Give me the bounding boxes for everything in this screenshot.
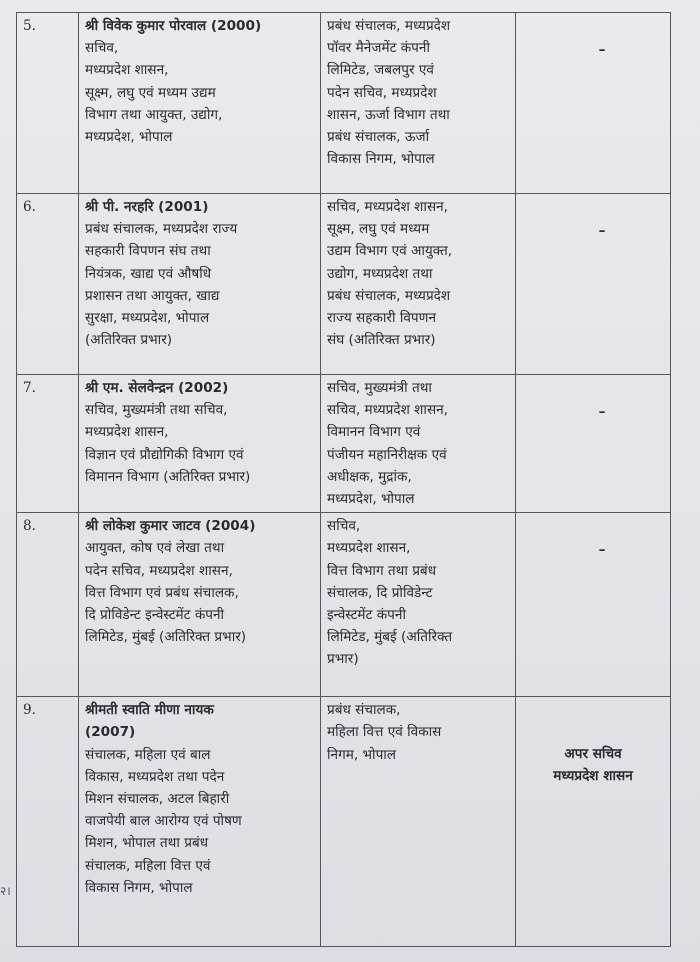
new-posting-cell bbox=[321, 375, 516, 513]
current-posting-line: पदेन सचिव, मध्यप्रदेश शासन, bbox=[85, 562, 233, 579]
new-posting-line: उद्यम विभाग एवं आयुक्त, bbox=[327, 243, 453, 260]
remark-cell bbox=[516, 697, 671, 947]
new-posting-line: सचिव, bbox=[327, 518, 361, 535]
officer-name: श्री पी. नरहरि (2001) bbox=[85, 199, 209, 215]
current-posting-line: सहकारी विपणन संघ तथा bbox=[85, 243, 211, 260]
new-posting-line: प्रबंध संचालक, ऊर्जा bbox=[327, 129, 430, 146]
remark-line: मध्यप्रदेश शासन bbox=[553, 768, 633, 785]
current-posting-line: आयुक्त, कोष एवं लेखा तथा bbox=[85, 540, 225, 557]
new-posting-line: संघ (अतिरिक्त प्रभार) bbox=[327, 332, 436, 349]
current-posting-line: संचालक, महिला वित्त एवं bbox=[85, 857, 211, 874]
current-posting-cell bbox=[79, 513, 321, 697]
current-posting-line: सचिव, मुख्यमंत्री तथा सचिव, bbox=[85, 402, 228, 419]
current-posting-cell bbox=[79, 194, 321, 375]
current-posting-line: मध्यप्रदेश शासन, bbox=[85, 424, 169, 441]
new-posting-line: इन्वेस्टमेंट कंपनी bbox=[327, 607, 406, 624]
current-posting-cell bbox=[79, 13, 321, 194]
officer-name: श्री लोकेश कुमार जाटव (2004) bbox=[85, 518, 256, 535]
new-posting-line: मध्यप्रदेश शासन, bbox=[327, 540, 411, 557]
current-posting-line: वित्त विभाग एवं प्रबंध संचालक, bbox=[85, 584, 239, 601]
remark-dash: – bbox=[598, 542, 606, 559]
current-posting-line: विकास, मध्यप्रदेश तथा पदेन bbox=[85, 768, 225, 785]
transfer-table bbox=[16, 12, 671, 947]
remark-cell bbox=[516, 513, 671, 697]
serial-number: 5. bbox=[17, 13, 79, 194]
new-posting-cell bbox=[321, 194, 516, 375]
new-posting-line: राज्य सहकारी विपणन bbox=[327, 310, 437, 327]
new-posting-line: सचिव, मध्यप्रदेश शासन, bbox=[327, 402, 449, 419]
new-posting-line: पॉवर मैनेजमेंट कंपनी bbox=[327, 40, 430, 57]
new-posting-line: सूक्ष्म, लघु एवं मध्यम bbox=[327, 221, 430, 238]
current-posting-line: विज्ञान एवं प्रौद्योगिकी विभाग एवं bbox=[85, 446, 244, 463]
current-posting-line: विमानन विभाग (अतिरिक्त प्रभार) bbox=[85, 468, 251, 485]
remark-cell bbox=[516, 13, 671, 194]
current-posting-line: विभाग तथा आयुक्त, उद्योग, bbox=[85, 106, 223, 123]
new-posting-line: अधीक्षक, मुद्रांक, bbox=[327, 468, 412, 485]
new-posting-line: वित्त विभाग तथा प्रबंध bbox=[327, 562, 437, 579]
serial-number: 7. bbox=[17, 375, 79, 513]
remark-dash: – bbox=[598, 223, 606, 239]
remark-text bbox=[522, 699, 664, 787]
remark-cell bbox=[516, 194, 671, 375]
officer-batch: (2007) bbox=[85, 724, 136, 741]
current-posting-line: लिमिटेड, मुंबई (अतिरिक्त प्रभार) bbox=[85, 629, 247, 646]
current-posting-line: सुरक्षा, मध्यप्रदेश, भोपाल bbox=[85, 310, 210, 327]
new-posting-cell bbox=[321, 13, 516, 194]
remark-dash: – bbox=[598, 42, 606, 58]
current-posting-cell bbox=[79, 697, 321, 947]
table-row bbox=[17, 513, 671, 697]
current-posting-line: सचिव, bbox=[85, 40, 119, 57]
new-posting-cell bbox=[321, 697, 516, 947]
new-posting-line: पंजीयन महानिरीक्षक एवं bbox=[327, 446, 447, 463]
officer-name: श्री विवेक कुमार पोरवाल (2000) bbox=[85, 18, 262, 34]
current-posting-cell bbox=[79, 375, 321, 513]
current-posting-line: मध्यप्रदेश, भोपाल bbox=[85, 129, 173, 146]
new-posting-line: संचालक, दि प्रोविडेन्ट bbox=[327, 584, 433, 601]
new-posting-line: महिला वित्त एवं विकास bbox=[327, 724, 442, 741]
current-posting-line: नियंत्रक, खाद्य एवं औषधि bbox=[85, 265, 212, 282]
table-row bbox=[17, 194, 671, 375]
officer-name: श्री एम. सेलवेन्द्रन (2002) bbox=[85, 380, 229, 396]
new-posting-line: लिमिटेड, मुंबई (अतिरिक्त bbox=[327, 629, 453, 646]
new-posting-line: सचिव, मुख्यमंत्री तथा bbox=[327, 380, 432, 396]
table-row bbox=[17, 697, 671, 947]
new-posting-line: प्रबंध संचालक, bbox=[327, 702, 401, 719]
new-posting-line: विकास निगम, भोपाल bbox=[327, 151, 435, 168]
current-posting-line: विकास निगम, भोपाल bbox=[85, 879, 193, 896]
current-posting-line: मध्यप्रदेश शासन, bbox=[85, 62, 169, 79]
table-row bbox=[17, 13, 671, 194]
new-posting-line: मध्यप्रदेश, भोपाल bbox=[327, 491, 415, 508]
remark-cell bbox=[516, 375, 671, 513]
current-posting-line: संचालक, महिला एवं बाल bbox=[85, 746, 211, 763]
new-posting-line: प्रबंध संचालक, मध्यप्रदेश bbox=[327, 18, 451, 34]
remark-dash: – bbox=[598, 404, 606, 420]
current-posting-line: मिशन संचालक, अटल बिहारी bbox=[85, 791, 230, 808]
new-posting-line: विमानन विभाग एवं bbox=[327, 424, 421, 441]
new-posting-cell bbox=[321, 513, 516, 697]
serial-number: 9. bbox=[17, 697, 79, 947]
new-posting-line: निगम, भोपाल bbox=[327, 746, 397, 763]
new-posting-line: उद्योग, मध्यप्रदेश तथा bbox=[327, 265, 433, 282]
current-posting-line: (अतिरिक्त प्रभार) bbox=[85, 332, 173, 349]
margin-handwritten-mark: २। bbox=[0, 884, 11, 898]
current-posting-line: प्रबंध संचालक, मध्यप्रदेश राज्य bbox=[85, 221, 238, 238]
new-posting-line: पदेन सचिव, मध्यप्रदेश bbox=[327, 84, 437, 101]
new-posting-line: सचिव, मध्यप्रदेश शासन, bbox=[327, 199, 449, 215]
remark-line: अपर सचिव bbox=[564, 746, 622, 763]
new-posting-line: शासन, ऊर्जा विभाग तथा bbox=[327, 106, 450, 123]
current-posting-line: दि प्रोविडेन्ट इन्वेस्टमेंट कंपनी bbox=[85, 607, 225, 624]
current-posting-line: वाजपेयी बाल आरोग्य एवं पोषण bbox=[85, 813, 242, 830]
new-posting-line: प्रबंध संचालक, मध्यप्रदेश bbox=[327, 287, 451, 304]
serial-number: 6. bbox=[17, 194, 79, 375]
officer-name: श्रीमती स्वाति मीणा नायक bbox=[85, 702, 214, 719]
table-row bbox=[17, 375, 671, 513]
new-posting-line: प्रभार) bbox=[327, 651, 359, 668]
serial-number: 8. bbox=[17, 513, 79, 697]
current-posting-line: सूक्ष्म, लघु एवं मध्यम उद्यम bbox=[85, 84, 216, 101]
current-posting-line: मिशन, भोपाल तथा प्रबंध bbox=[85, 835, 209, 852]
current-posting-line: प्रशासन तथा आयुक्त, खाद्य bbox=[85, 287, 220, 304]
new-posting-line: लिमिटेड, जबलपुर एवं bbox=[327, 62, 434, 79]
